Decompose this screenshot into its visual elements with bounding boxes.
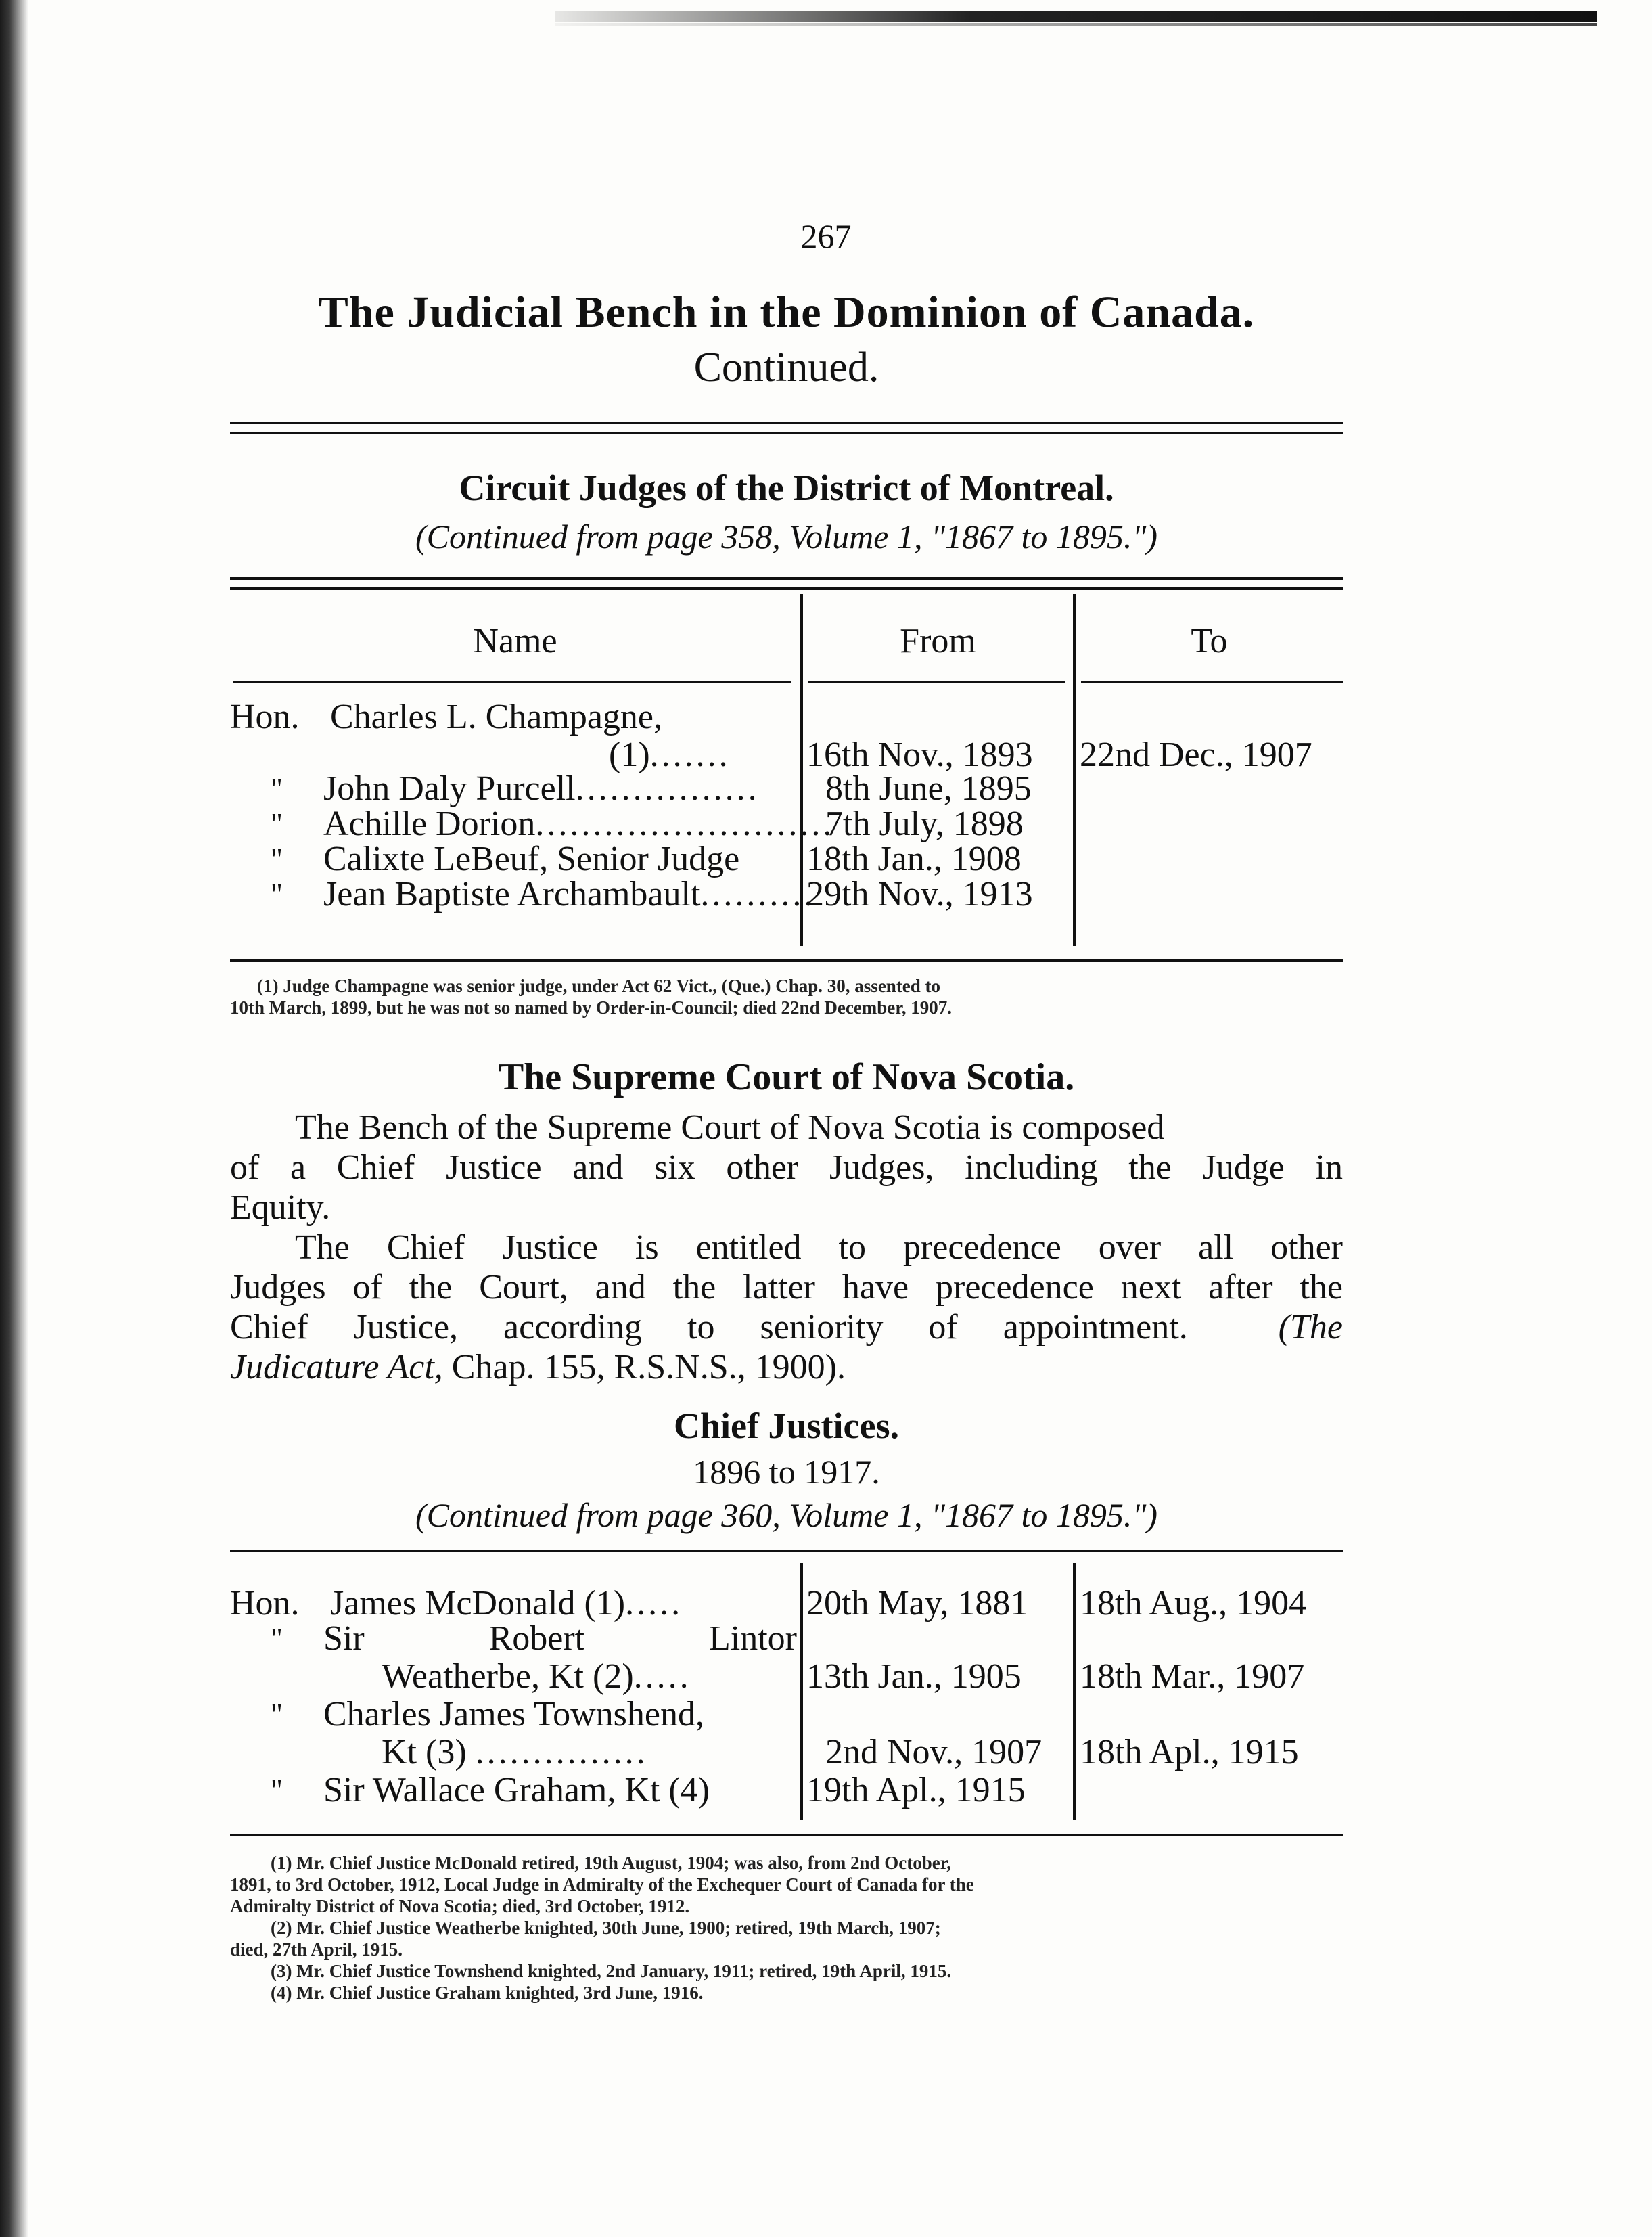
double-rule: [230, 422, 1343, 434]
footnote: (1) Mr. Chief Justice McDonald retired, 19th August, 1904; was also, from 2nd October,: [271, 1853, 951, 1873]
circuit-heading: Circuit Judges of the District of Montreal.: [459, 468, 1114, 508]
justice-from-date: 19th Apl., 1915: [806, 1771, 1026, 1809]
page-title: The Judicial Bench in the Dominion of Canada.: [318, 288, 1255, 337]
table-bottom-rule: [230, 959, 1343, 962]
justice-name-cont: Weatherbe, Kt (2).....: [382, 1657, 691, 1696]
justice-name-cont: Kt (3) ...............: [382, 1733, 648, 1771]
justice-from-date: 13th Jan., 1905: [806, 1657, 1022, 1696]
judge-name-cont: (1).......: [609, 736, 731, 774]
footnote: (4) Mr. Chief Justice Graham knighted, 3rd June, 1916.: [271, 1983, 704, 2003]
nova-scotia-heading: The Supreme Court of Nova Scotia.: [498, 1056, 1075, 1098]
scan-edge-shadow: [0, 0, 28, 2237]
para-line: The Bench of the Supreme Court of Nova Scotia is composed: [295, 1108, 1165, 1147]
header-underline: [1081, 681, 1343, 683]
justice-name-row: James McDonald (1).....: [330, 1584, 683, 1623]
column-header-to: To: [1191, 622, 1228, 660]
scan-top-artifact-2: [555, 23, 1597, 26]
header-underline: [808, 681, 1065, 683]
column-header-name: Name: [473, 622, 557, 660]
para-line: of a Chief Justice and six other Judges, including the Judge in: [230, 1148, 1343, 1187]
judge-name-row: Calixte LeBeuf, Senior Judge: [323, 840, 740, 878]
judge-from-date: 8th June, 1895: [825, 769, 1032, 808]
footnote: 1891, to 3rd October, 1912, Local Judge in Admiralty of the Exchequer Court of Canada for the: [230, 1874, 974, 1895]
ditto-mark: ": [271, 1698, 283, 1731]
footnote: 10th March, 1899, but he was not so named by Order-in-Council; died 22nd December, 1907.: [230, 997, 953, 1018]
footnote: died, 27th April, 1915.: [230, 1939, 403, 1960]
chief-justices-heading: Chief Justices.: [674, 1405, 899, 1446]
judge-name-row: Achille Dorion..........................: [323, 805, 835, 843]
justice-name: Sir Robert Lintor: [323, 1619, 797, 1658]
chief-justices-continued-note: (Continued from page 360, Volume 1, "1867 to 1895."): [415, 1496, 1157, 1534]
justice-name-row: Sir Wallace Graham, Kt (4): [323, 1771, 710, 1809]
judge-from-date: 16th Nov., 1893: [806, 736, 1033, 774]
judge-from-date: 7th July, 1898: [825, 805, 1024, 843]
para-line: The Chief Justice is entitled to precedence over all other: [295, 1228, 1343, 1267]
column-divider: [800, 1563, 803, 1820]
page-subtitle: Continued.: [693, 344, 879, 390]
judge-name: Charles L. Champagne,: [330, 698, 662, 736]
justice-to-date: 18th Aug., 1904: [1080, 1584, 1307, 1623]
double-rule: [230, 577, 1343, 590]
column-header-from: From: [900, 622, 976, 660]
header-underline: [233, 681, 791, 683]
justice-to-date: 18th Mar., 1907: [1080, 1657, 1305, 1696]
para-line: Equity.: [230, 1188, 331, 1227]
judge-to-date: 22nd Dec., 1907: [1080, 736, 1312, 774]
row-prefix: Hon.: [230, 1584, 300, 1623]
judge-name-row: Jean Baptiste Archambault..........: [323, 875, 816, 913]
para-line: Judges of the Court, and the latter have precedence next after the: [230, 1268, 1343, 1307]
judge-from-date: 29th Nov., 1913: [806, 875, 1033, 913]
footnote: (3) Mr. Chief Justice Townshend knighted, 2nd January, 1911; retired, 19th April, 1915.: [271, 1961, 952, 1981]
table-bottom-rule: [230, 1834, 1343, 1836]
judge-from-date: 18th Jan., 1908: [806, 840, 1022, 878]
circuit-continued-note: (Continued from page 358, Volume 1, "1867 to 1895."): [415, 518, 1157, 556]
ditto-mark: ": [271, 1622, 283, 1655]
ditto-mark: ": [271, 1773, 283, 1807]
column-divider: [1073, 1563, 1076, 1820]
justice-from-date: 2nd Nov., 1907: [825, 1733, 1042, 1771]
scan-top-artifact: [555, 11, 1597, 22]
justice-from-date: 20th May, 1881: [806, 1584, 1028, 1623]
judge-name-row: John Daly Purcell................: [323, 769, 760, 808]
para-line: Chief Justice, according to seniority of appointment. (The: [230, 1308, 1343, 1347]
ditto-mark: ": [271, 807, 283, 840]
para-line: Judicature Act, Chap. 155, R.S.N.S., 1900).: [230, 1348, 846, 1386]
footnote: (1) Judge Champagne was senior judge, under Act 62 Vict., (Que.) Chap. 30, assented to: [257, 976, 941, 996]
table-top-rule: [230, 1550, 1343, 1552]
row-prefix: Hon.: [230, 698, 300, 736]
chief-justices-years: 1896 to 1917.: [693, 1453, 880, 1491]
justice-to-date: 18th Apl., 1915: [1080, 1733, 1299, 1771]
footnote: (2) Mr. Chief Justice Weatherbe knighted, 30th June, 1900; retired, 19th March, 1907;: [271, 1918, 941, 1938]
footnote: Admiralty District of Nova Scotia; died, 3rd October, 1912.: [230, 1896, 690, 1916]
page-number: 267: [800, 217, 852, 255]
justice-name: Charles James Townshend,: [323, 1695, 704, 1734]
ditto-mark: ": [271, 772, 283, 805]
ditto-mark: ": [271, 842, 283, 876]
ditto-mark: ": [271, 878, 283, 911]
